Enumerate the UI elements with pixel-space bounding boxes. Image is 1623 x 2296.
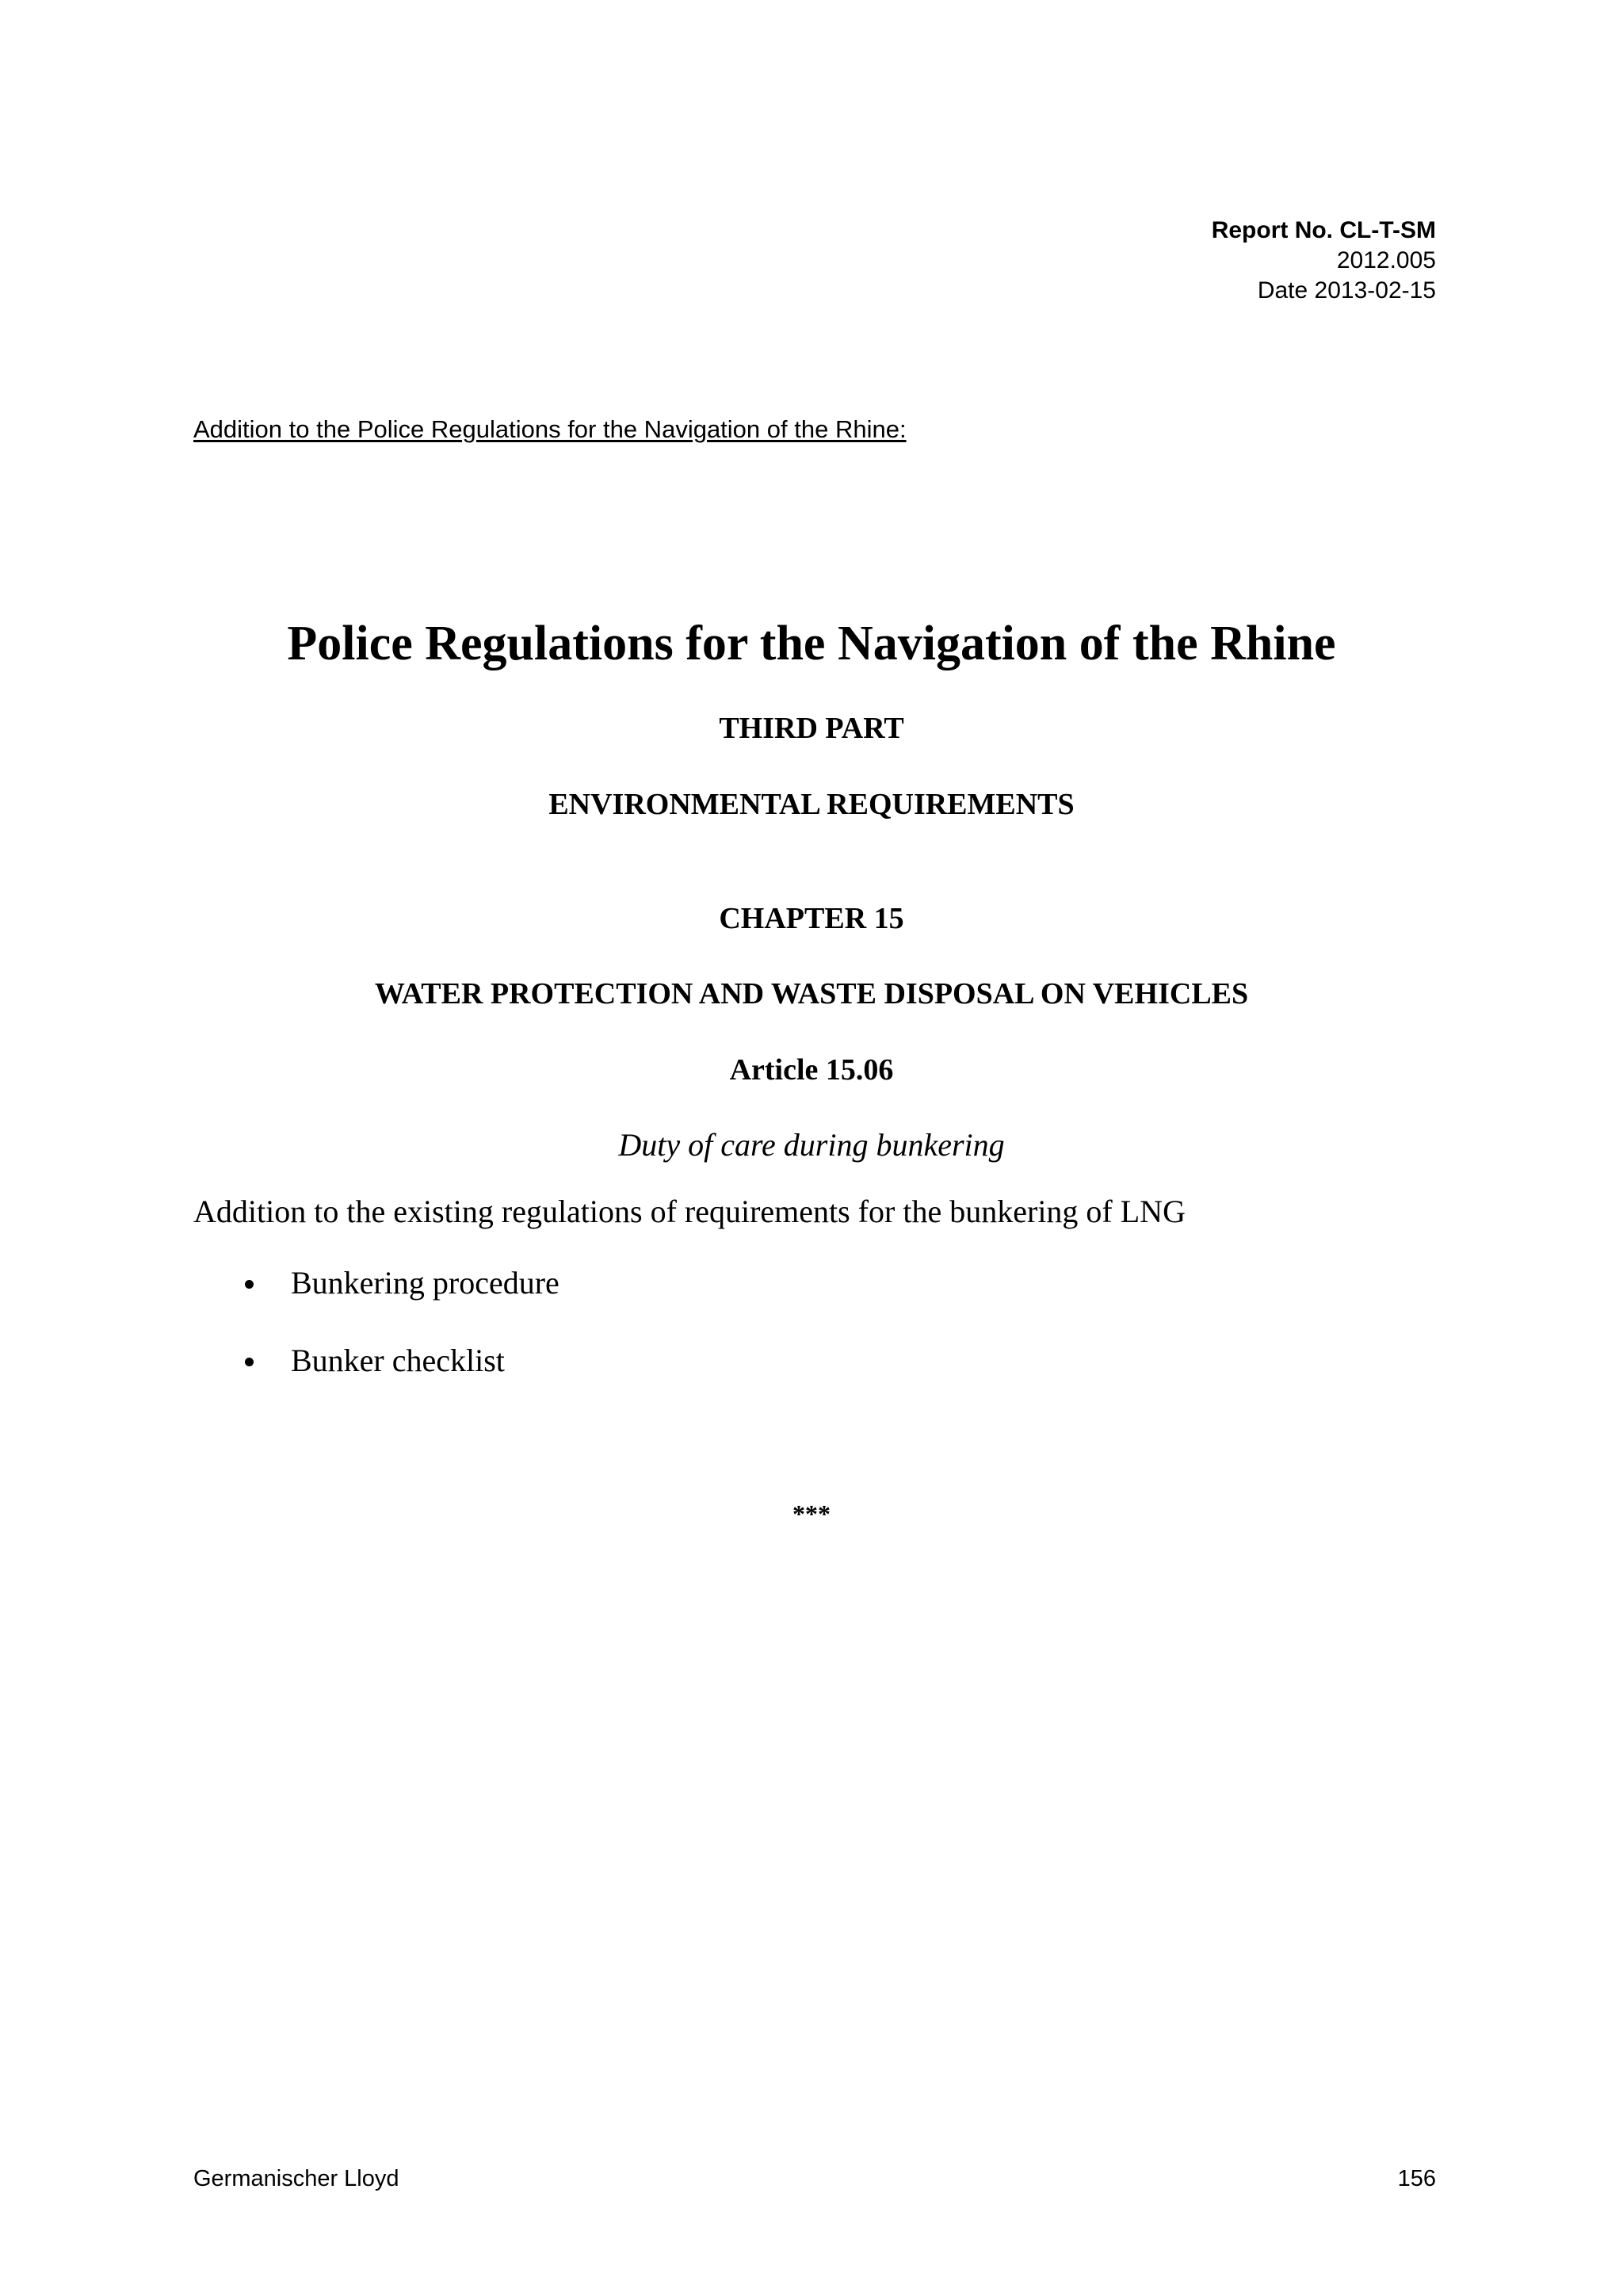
list-item-label: Bunker checklist	[291, 1343, 505, 1378]
chapter-subtitle: WATER PROTECTION AND WASTE DISPOSAL ON VEHICLES	[374, 977, 1249, 1010]
addition-heading: Addition to the Police Regulations for the Navigation of the Rhine:	[193, 415, 907, 443]
article-title: Article 15.06	[729, 1053, 894, 1087]
list-item-label: Bunkering procedure	[291, 1265, 559, 1301]
page-number: 156	[1397, 2166, 1436, 2191]
body-paragraph: Addition to the existing regulations of requirements for the bunkering of LNG	[193, 1194, 1186, 1229]
footer-organization: Germanischer Lloyd	[193, 2166, 399, 2191]
report-number-label: Report No. CL-T-SM	[1211, 217, 1436, 243]
article-subtitle: Duty of care during bunkering	[618, 1127, 1005, 1163]
bullet-list	[238, 1264, 559, 1419]
bullet-icon	[245, 1280, 254, 1289]
section-separator: ***	[792, 1499, 831, 1528]
list-item	[238, 1342, 559, 1380]
bullet-icon	[245, 1358, 254, 1366]
document-title: Police Regulations for the Navigation of the Rhine	[287, 617, 1336, 670]
report-info-block	[1212, 216, 1436, 306]
part-subtitle: ENVIRONMENTAL REQUIREMENTS	[548, 788, 1075, 821]
chapter-title: CHAPTER 15	[719, 902, 904, 935]
report-number: 2012.005	[1336, 247, 1436, 273]
part-title: THIRD PART	[719, 712, 904, 745]
report-date: Date 2013-02-15	[1257, 277, 1436, 304]
list-item	[238, 1264, 559, 1302]
